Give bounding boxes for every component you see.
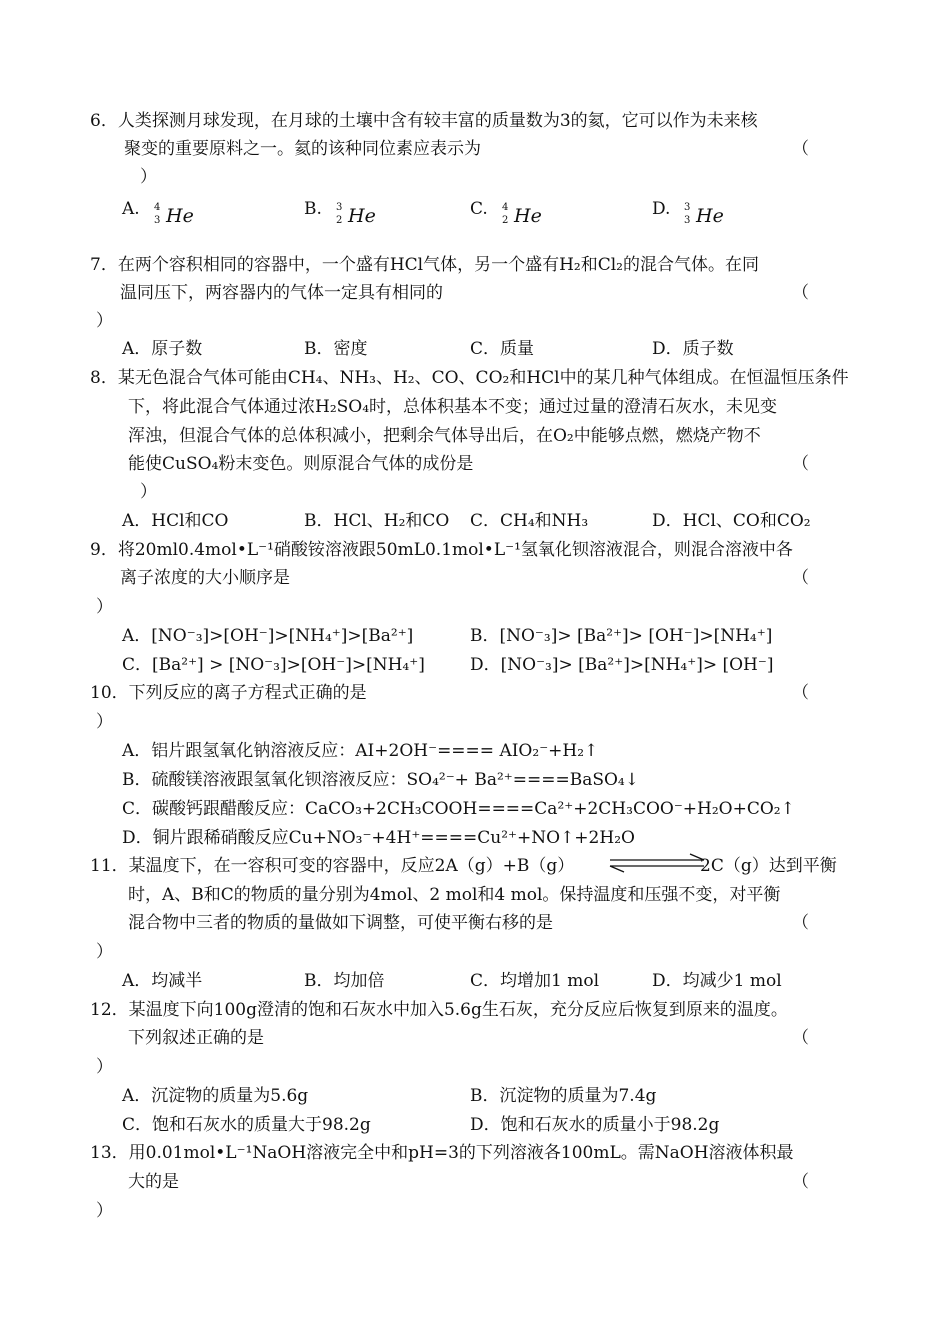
q10-paren-close: ） <box>96 712 113 732</box>
q12-option-c: C．饱和石灰水的质量大于98.2g <box>122 1115 371 1135</box>
q6-paren-close: ） <box>140 167 157 187</box>
q12-option-b: B．沉淀物的质量为7.4g <box>470 1086 657 1106</box>
equilibrium-arrow-icon <box>608 852 706 874</box>
q6-option-a-label: A. <box>122 199 140 219</box>
q12-option-d: D．饱和石灰水的质量小于98.2g <box>470 1115 720 1135</box>
q6-option-d-symbol: He <box>696 205 724 227</box>
q11-option-b: B．均加倍 <box>304 971 385 991</box>
q10-paren-open: （ <box>792 683 809 703</box>
q6-option-c-label: C. <box>470 199 488 219</box>
q13-line1: 13．用0.01mol•L⁻¹NaOH溶液完全中和pH=3的下列溶液各100mL。需NaOH溶液体积最 <box>90 1143 794 1163</box>
q6-option-d-label: D. <box>652 199 671 219</box>
q11-line1-part1: 11．某温度下，在一容积可变的容器中，反应2A（g）+B（g） <box>90 856 575 876</box>
q9-option-d: D．[NO⁻₃]> [Ba²⁺]>[NH₄⁺]> [OH⁻] <box>470 655 774 675</box>
q13-paren-open: （ <box>792 1172 809 1192</box>
q8-option-d: D．HCl、CO和CO₂ <box>652 511 811 531</box>
q12-line1: 12．某温度下向100g澄清的饱和石灰水中加入5.6g生石灰，充分反应后恢复到原来的温度。 <box>90 1000 788 1020</box>
q9-line2: 离子浓度的大小顺序是 <box>120 568 290 588</box>
q11-option-c: C．均增加1 mol <box>470 971 600 991</box>
q7-paren-close: ） <box>96 311 113 331</box>
q9-option-c: C．[Ba²⁺] > [NO⁻₃]>[OH⁻]>[NH₄⁺] <box>122 655 425 675</box>
q12-line2: 下列叙述正确的是 <box>128 1028 264 1048</box>
q6-option-a-isotope <box>152 202 194 232</box>
q6-option-d-isotope <box>682 202 724 232</box>
q8-option-b: B．HCl、H₂和CO <box>304 511 450 531</box>
q11-line1-part2: 2C（g）达到平衡 <box>700 856 837 876</box>
q8-line1: 8．某无色混合气体可能由CH₄、NH₃、H₂、CO、CO₂和HCl中的某几种气体组成。在恒温恒压条件 <box>90 368 849 388</box>
q9-paren-open: （ <box>792 568 809 588</box>
q10-option-b: B．硫酸镁溶液跟氢氧化钡溶液反应：SO₄²⁻+ Ba²⁺====BaSO₄↓ <box>122 770 639 790</box>
q6-line1: 6．人类探测月球发现，在月球的土壤中含有较丰富的质量数为3的氦，它可以作为未来核 <box>90 111 758 131</box>
q9-option-b: B．[NO⁻₃]> [Ba²⁺]> [OH⁻]>[NH₄⁺] <box>470 626 773 646</box>
q6-option-c-num: 2 <box>502 215 509 226</box>
q6-option-a-mass: 4 <box>154 202 161 213</box>
q8-line4: 能使CuSO₄粉末变色。则原混合气体的成份是 <box>128 454 474 474</box>
q6-option-b-symbol: He <box>348 205 376 227</box>
q7-option-b: B．密度 <box>304 339 368 359</box>
q8-option-c: C．CH₄和NH₃ <box>470 511 589 531</box>
q6-option-b-num: 2 <box>336 215 343 226</box>
q12-paren-close: ） <box>96 1057 113 1077</box>
q13-line2: 大的是 <box>128 1172 179 1192</box>
q7-line1: 7．在两个容积相同的容器中，一个盛有HCl气体，另一个盛有H₂和Cl₂的混合气体。在同 <box>90 255 759 275</box>
q10-option-d: D．铜片跟稀硝酸反应Cu+NO₃⁻+4H⁺====Cu²⁺+NO↑+2H₂O <box>122 828 635 848</box>
q7-option-a: A．原子数 <box>122 339 203 359</box>
q6-option-a-symbol: He <box>166 205 194 227</box>
q11-option-d: D．均减少1 mol <box>652 971 782 991</box>
q9-paren-close: ） <box>96 597 113 617</box>
q6-paren-open: （ <box>792 139 809 159</box>
q6-option-c-symbol: He <box>514 205 542 227</box>
q10-option-c: C．碳酸钙跟醋酸反应：CaCO₃+2CH₃COOH====Ca²⁺+2CH₃COO⁻+H₂O+CO₂↑ <box>122 799 795 819</box>
q11-line2: 时，A、B和C的物质的量分别为4mol、2 mol和4 mol。保持温度和压强不变，对平衡 <box>128 885 781 905</box>
q8-paren-close: ） <box>140 482 157 502</box>
q11-line3: 混合物中三者的物质的量做如下调整，可使平衡右移的是 <box>128 913 553 933</box>
q9-option-a: A．[NO⁻₃]>[OH⁻]>[NH₄⁺]>[Ba²⁺] <box>122 626 414 646</box>
q6-option-a-num: 3 <box>154 215 161 226</box>
q6-option-c-isotope <box>500 202 542 232</box>
q6-line2: 聚变的重要原料之一。氦的该种同位素应表示为 <box>124 139 481 159</box>
q6-option-b-mass: 3 <box>336 202 343 213</box>
q6-option-d-mass: 3 <box>684 202 691 213</box>
q6-option-b-label: B. <box>304 199 322 219</box>
q12-paren-open: （ <box>792 1028 809 1048</box>
q6-option-d-num: 3 <box>684 215 691 226</box>
q7-option-c: C．质量 <box>470 339 535 359</box>
q9-line1: 9．将20ml0.4mol•L⁻¹硝酸铵溶液跟50mL0.1mol•L⁻¹氢氧化钡溶液混合，则混合溶液中各 <box>90 540 793 560</box>
q8-paren-open: （ <box>792 454 809 474</box>
q6-option-b-isotope <box>334 202 376 232</box>
q13-paren-close: ） <box>96 1201 113 1221</box>
q7-paren-open: （ <box>792 283 809 303</box>
q8-option-a: A．HCl和CO <box>122 511 229 531</box>
q11-option-a: A．均减半 <box>122 971 203 991</box>
q8-line3: 浑浊，但混合气体的总体积减小，把剩余气体导出后，在O₂中能够点燃，燃烧产物不 <box>128 426 761 446</box>
q8-line2: 下，将此混合气体通过浓H₂SO₄时，总体积基本不变；通过过量的澄清石灰水，未见变 <box>128 397 778 417</box>
q6-option-c-mass: 4 <box>502 202 509 213</box>
q10-option-a: A．铝片跟氢氧化钠溶液反应：AI+2OH⁻==== AIO₂⁻+H₂↑ <box>122 741 599 761</box>
q7-option-d: D．质子数 <box>652 339 734 359</box>
q10-line1: 10．下列反应的离子方程式正确的是 <box>90 683 367 703</box>
q12-option-a: A．沉淀物的质量为5.6g <box>122 1086 309 1106</box>
q11-paren-open: （ <box>792 913 809 933</box>
q7-line2: 温同压下，两容器内的气体一定具有相同的 <box>120 283 443 303</box>
q11-paren-close: ） <box>96 942 113 962</box>
